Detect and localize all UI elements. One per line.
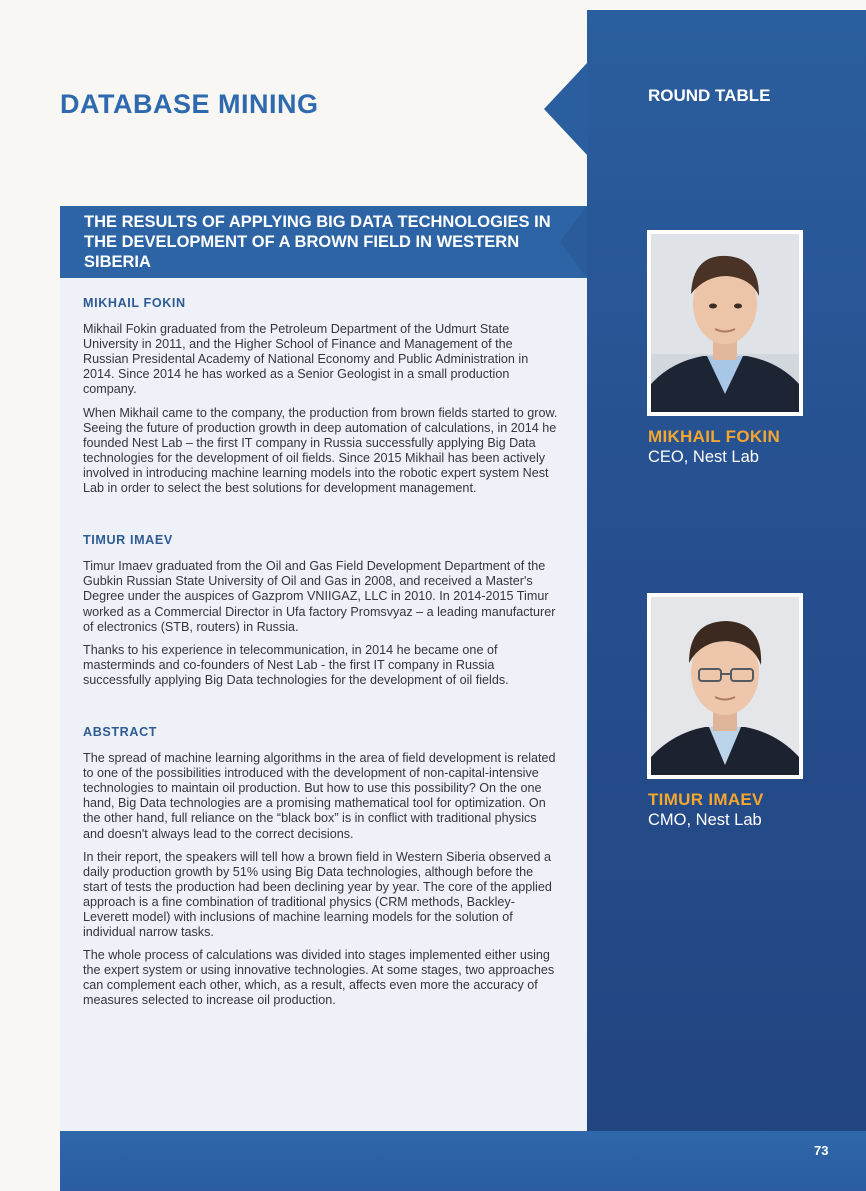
abstract-section — [83, 725, 558, 1009]
abstract-paragraph: The whole process of calculations was divided into stages implemented either using the expert system or using innovative technologies. At some stages, two approaches can complement each other, which, as a result, affects even more the accuracy of measures selected to increase oil production. — [83, 948, 555, 1008]
speaker-role-fokin: CEO, Nest Lab — [648, 448, 759, 466]
round-table-label: ROUND TABLE — [648, 86, 771, 105]
section-title: DATABASE MINING — [60, 89, 319, 119]
bio-imaev-heading: TIMUR IMAEV — [83, 533, 173, 548]
article-title: THE RESULTS OF APPLYING BIG DATA TECHNOLOGIES IN THE DEVELOPMENT OF A BROWN FIELD IN WESTERN SIBERIA — [84, 213, 551, 271]
side-arrow-shape — [544, 62, 588, 156]
footer-band — [60, 1131, 866, 1191]
bio-imaev-section — [83, 533, 558, 688]
banner-arrow-shape — [560, 206, 587, 278]
portrait-icon — [651, 597, 799, 775]
abstract-heading: ABSTRACT — [83, 724, 158, 739]
speaker-role-imaev: CMO, Nest Lab — [648, 811, 762, 829]
bio-imaev-paragraph: Thanks to his experience in telecommunication, in 2014 he became one of masterminds and co-founders of Nest Lab - the first IT company in Russia successfully applying Big Data technologies for the development of oil fields. — [83, 642, 509, 687]
bio-fokin-section — [83, 296, 558, 496]
article-body — [83, 296, 558, 1017]
abstract-paragraph: In their report, the speakers will tell how a brown field in Western Siberia observed a daily production growth by 51% using Big Data technologies, although before the start of tests the production had been declining year by year. The core of the applied approach is a fine combination of traditional physics (CRM methods, Backley-Leverett model) with inclusions of machine learning models for the solution of individual narrow tasks. — [83, 849, 552, 940]
speaker-name-fokin: MIKHAIL FOKIN — [648, 427, 781, 446]
page-number: 73 — [814, 1143, 829, 1158]
bio-fokin-heading: MIKHAIL FOKIN — [83, 296, 186, 310]
bio-imaev-paragraph: Timur Imaev graduated from the Oil and Gas Field Development Department of the Gubkin Russian State University of Oil and Gas in 2008, and received a Master's Degree under the auspices of Gazprom VNIIGAZ, LLC in 2010. In 2014-2015 Timur worked as a Commercial Director in Ufa factory Promsvyaz – a leading manufacturer of electronics (STB, routers) in Russia. — [83, 559, 556, 634]
bio-fokin-paragraph: Mikhail Fokin graduated from the Petroleum Department of the Udmurt State University in 2011, and the Higher School of Finance and Management of the Russian Presidental Academy of National Economy and Public Administration in 2014. Since 2014 he has worked as a Senior Geologist in a small production company. — [83, 322, 529, 397]
abstract-paragraph: The spread of machine learning algorithms in the area of field development is related to one of the possibilities introduced with the development of non-capital-intensive technologies to maintain oil production. But how to use this possibility? On the one hand, Big Data technologies are a promising mathematical tool for optimization. On the other hand, full reliance on the “black box” is in conflict with traditional physics and doesn't always lead to the correct decisions. — [83, 751, 556, 841]
speaker-photo-imaev — [647, 593, 803, 779]
speaker-name-imaev: TIMUR IMAEV — [648, 790, 764, 809]
speaker-photo-fokin — [647, 230, 803, 416]
bio-fokin-paragraph: When Mikhail came to the company, the production from brown fields started to grow. Seeing the future of production growth in deep automation of calculations, in 2014 he founded Nest Lab – the first IT company in Russia successfully applying Big Data technologies for the development of oil fields. Since 2015 Mikhail has been actively involved in introducing machine learning models into the robotic expert system Nest Lab in order to select the best solutions for development management. — [83, 405, 558, 496]
portrait-icon — [651, 234, 799, 412]
